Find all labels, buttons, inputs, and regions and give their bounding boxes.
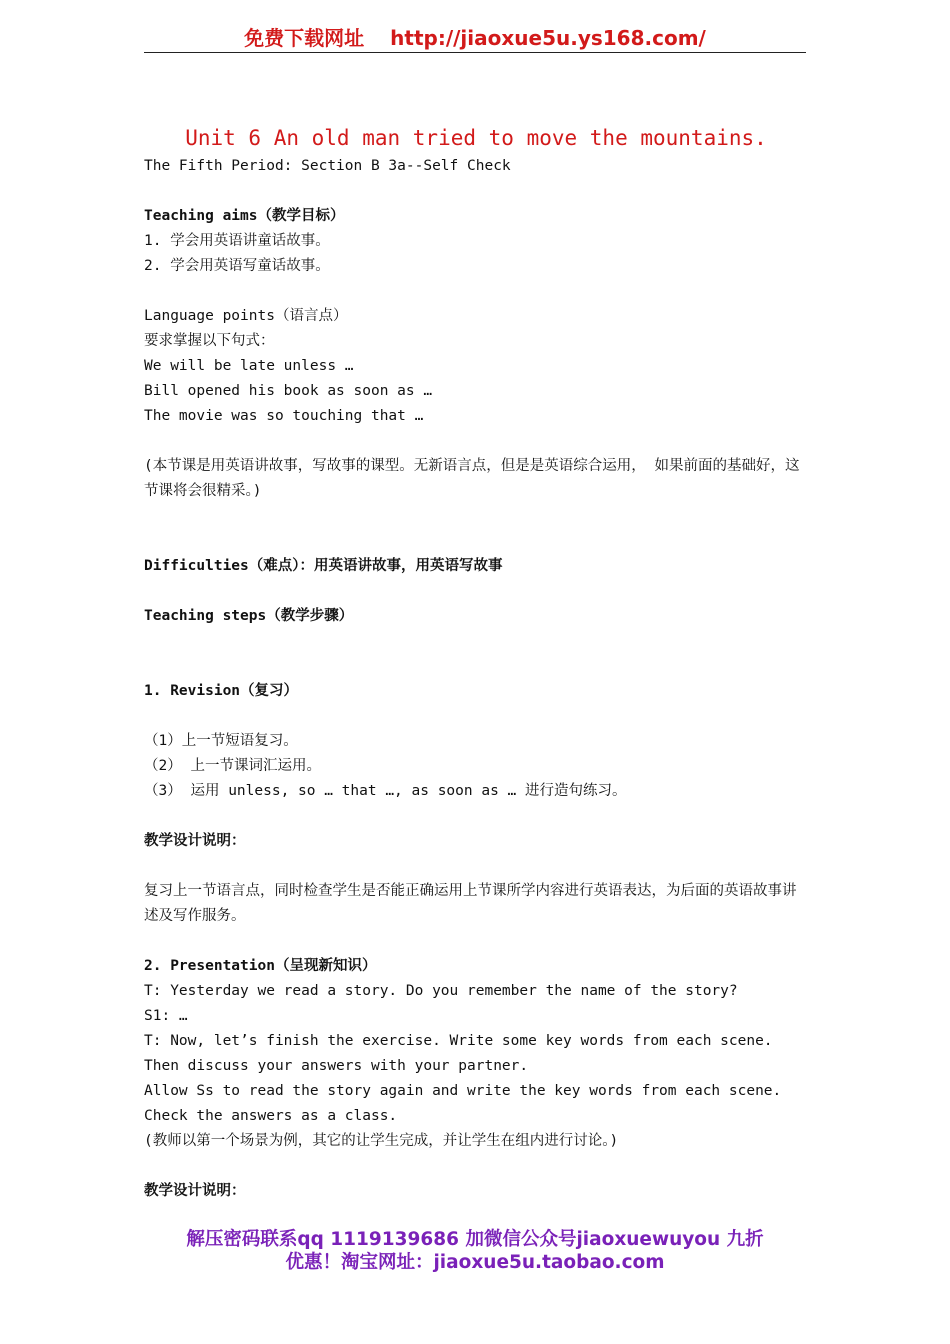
step2-line: Check the answers as a class. — [144, 1108, 398, 1124]
page-header — [144, 24, 806, 53]
language-item: Bill opened his book as soon as … — [144, 383, 433, 399]
step1-item: （2） 上一节课词汇运用。 — [144, 758, 321, 774]
document-body — [144, 122, 808, 1204]
header-url[interactable]: http://jiaoxue5u.ys168.com/ — [390, 26, 706, 50]
design-heading: 教学设计说明： — [144, 833, 246, 849]
design-heading-2: 教学设计说明： — [144, 1183, 246, 1199]
step2-line: T: Yesterday we read a story. Do you remember the name of the story? — [144, 983, 738, 999]
aims-heading: Teaching aims（教学目标） — [144, 208, 345, 224]
language-item: We will be late unless … — [144, 358, 354, 374]
steps-heading: Teaching steps（教学步骤） — [144, 608, 354, 624]
step2-line: (教师以第一个场景为例，其它的让学生完成，并让学生在组内进行讨论。) — [144, 1133, 619, 1149]
difficulties: Difficulties（难点）：用英语讲故事，用英语写故事 — [144, 558, 503, 574]
lesson-note: (本节课是用英语讲故事，写故事的课型。无新语言点，但是是英语综合运用， 如果前面的基础好，这节课将会很精采。) — [144, 458, 800, 499]
doc-subtitle: The Fifth Period: Section B 3a--Self Check — [144, 158, 511, 174]
step2-heading: 2. Presentation（呈现新知识） — [144, 958, 377, 974]
step1-heading: 1. Revision（复习） — [144, 683, 299, 699]
step1-item: （3） 运用 unless, so … that …, as soon as … 进行造句练习。 — [144, 783, 627, 799]
language-heading: Language points（语言点） — [144, 308, 348, 324]
aim-item: 1. 学会用英语讲童话故事。 — [144, 233, 330, 249]
page-footer — [140, 1228, 810, 1274]
header-label: 免费下载网址 — [244, 26, 365, 50]
design-text: 复习上一节语言点，同时检查学生是否能正确运用上节课所学内容进行英语表达，为后面的英语故事讲述及写作服务。 — [144, 883, 797, 924]
language-intro: 要求掌握以下句式： — [144, 333, 275, 349]
footer-line-1: 解压密码联系qq 1119139686 加微信公众号jiaoxuewuyou 九折 — [186, 1229, 764, 1250]
step2-line: Allow Ss to read the story again and write the key words from each scene. — [144, 1083, 782, 1099]
aim-item: 2. 学会用英语写童话故事。 — [144, 258, 330, 274]
language-item: The movie was so touching that … — [144, 408, 424, 424]
step1-item: （1）上一节短语复习。 — [144, 733, 298, 749]
step2-line: T: Now, let’s finish the exercise. Write some key words from each scene. Then discuss your answers with your partner. — [144, 1033, 773, 1074]
doc-title: Unit 6 An old man tried to move the mountains. — [185, 126, 767, 150]
footer-line-2: 优惠！淘宝网址：jiaoxue5u.taobao.com — [285, 1252, 665, 1273]
step2-line: S1: … — [144, 1008, 188, 1024]
